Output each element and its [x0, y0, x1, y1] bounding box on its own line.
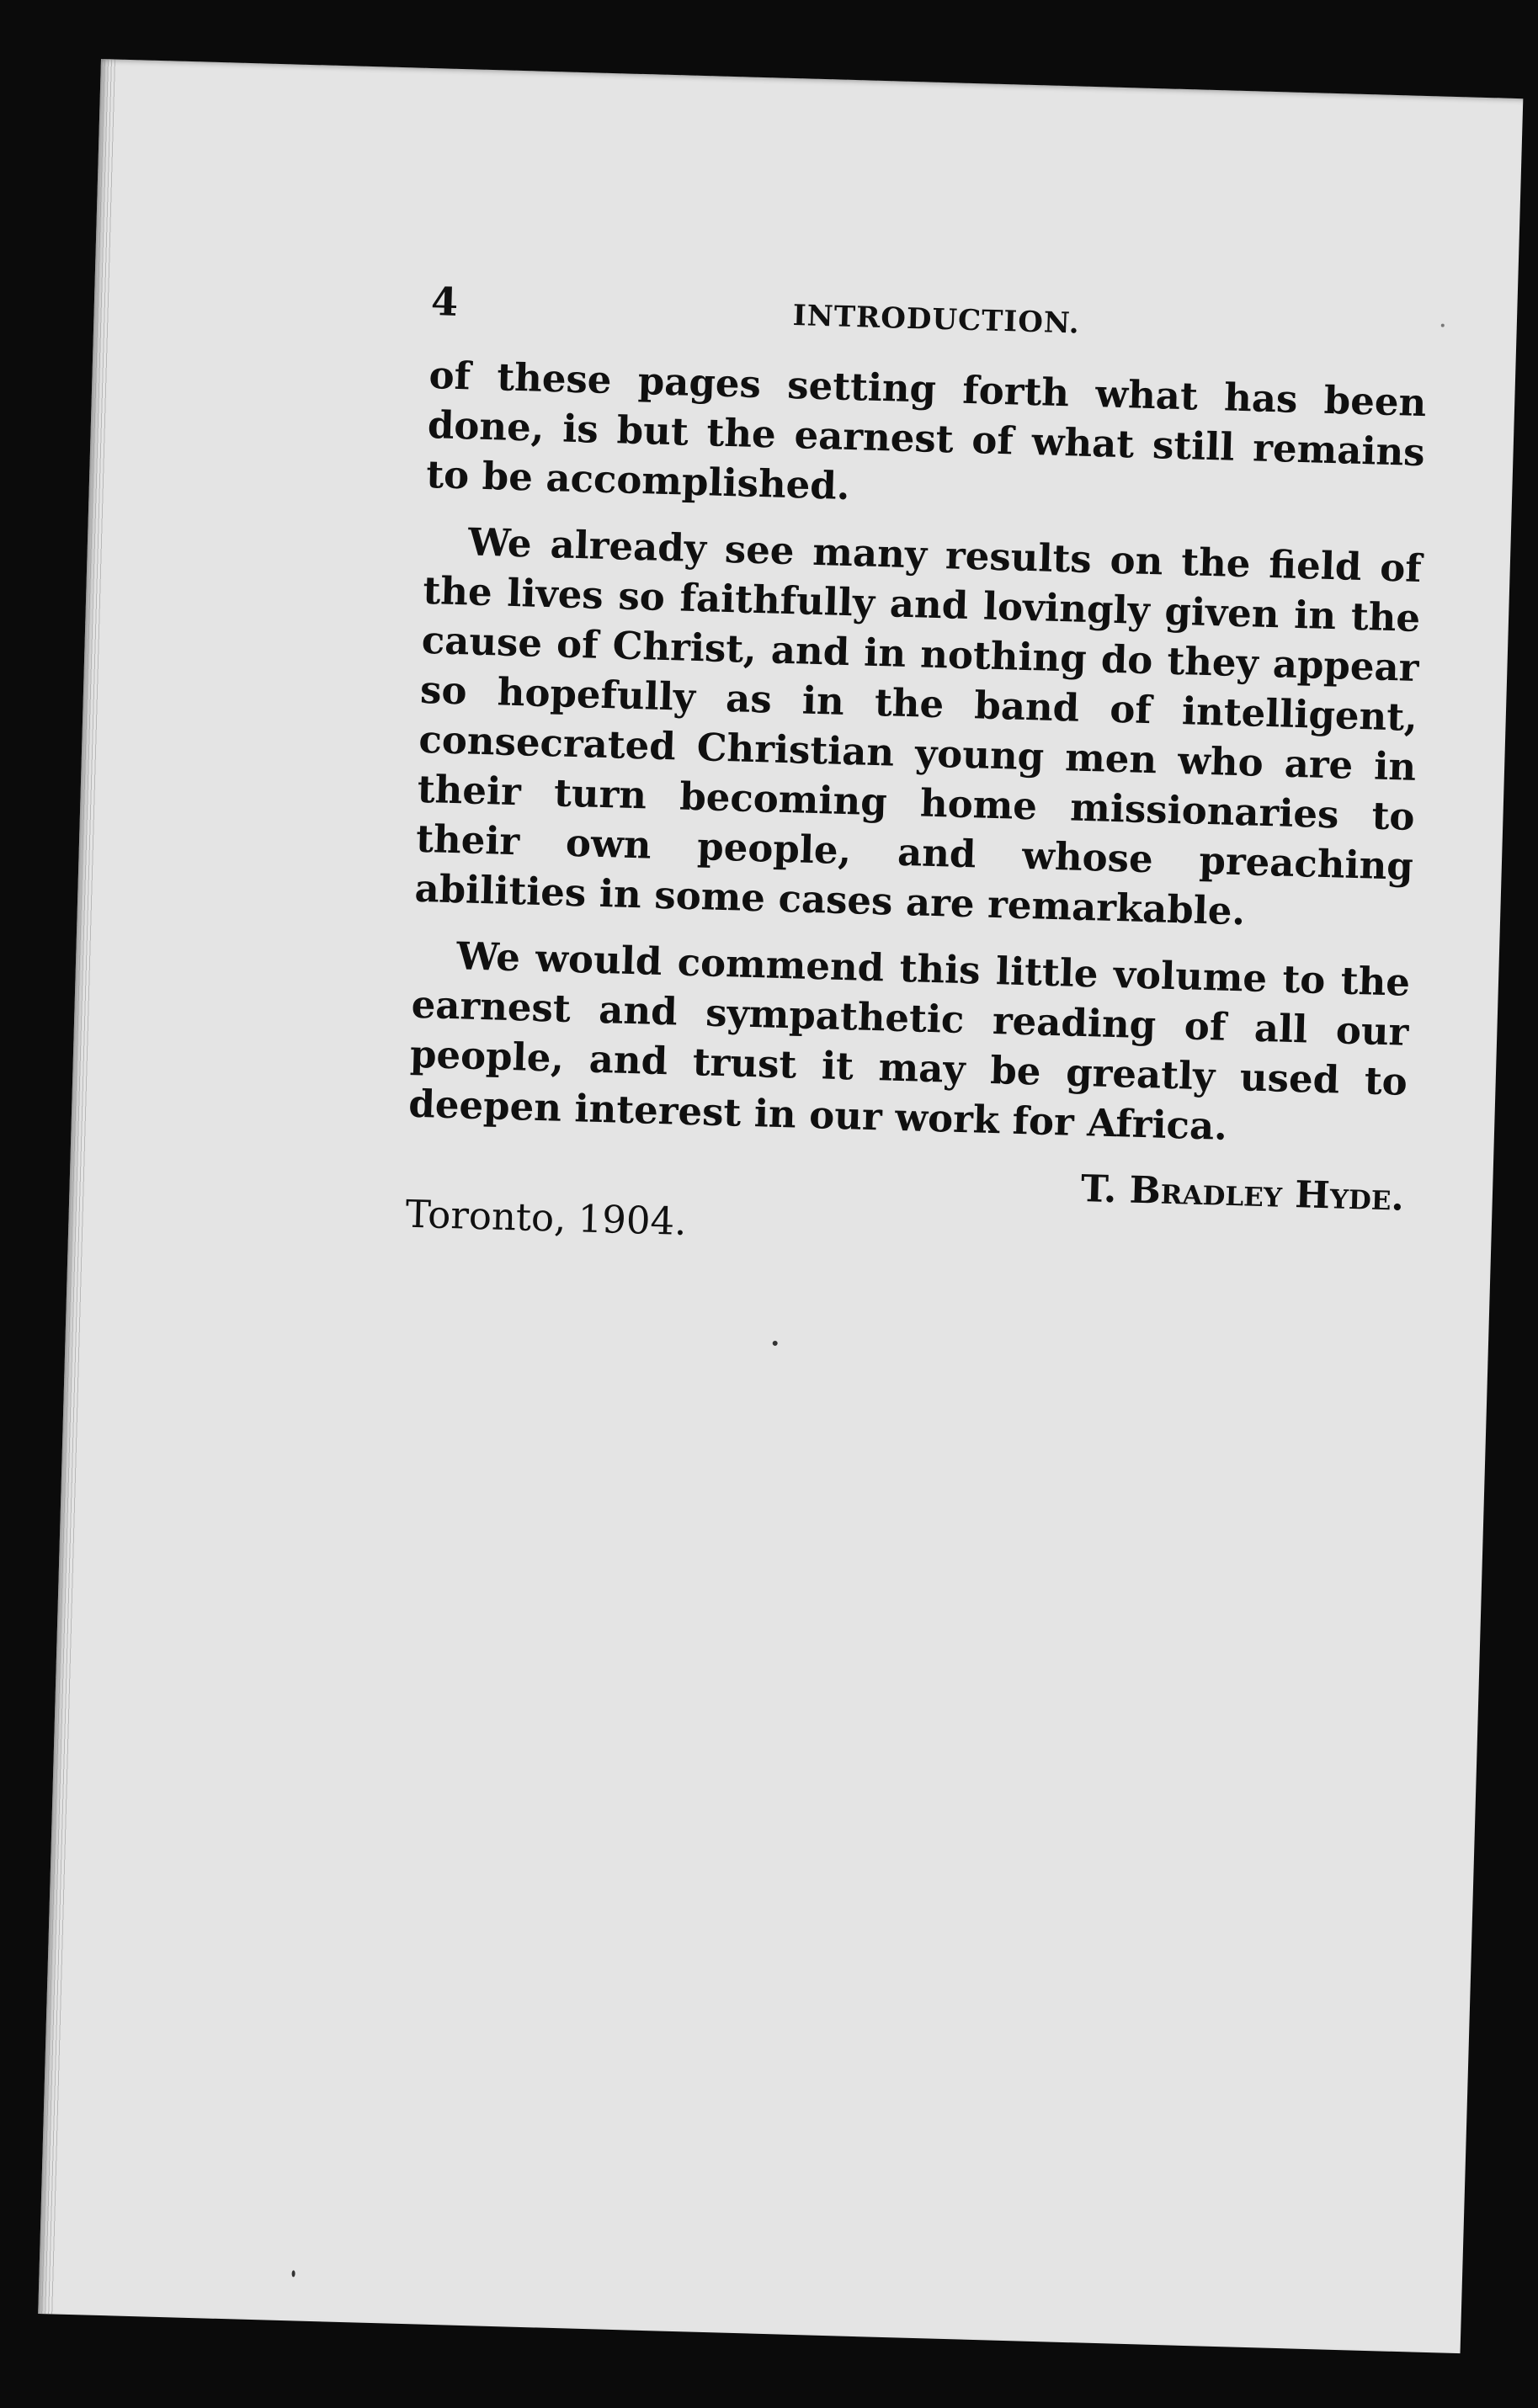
- print-speck: [292, 2270, 295, 2277]
- signoff: [404, 1146, 1404, 1283]
- scan-border: [1528, 1464, 1538, 2408]
- page-header: [430, 279, 1424, 357]
- book-page: [38, 59, 1523, 2353]
- place-and-date: Toronto, 1904.: [405, 1191, 688, 1244]
- paragraph-results: We already see many results on the field of the lives so faithfully and lovingly given in the cause of Christ, and in nothing do they appear so hopefully as in the band of intelligent, consecrated Christian young men who are in their turn becoming home missionaries to their own people, and whose preaching abilities in some cases are remarkable.: [413, 519, 1423, 934]
- print-speck: [773, 1341, 778, 1346]
- page-body: [404, 350, 1427, 1283]
- author-signature: T. Bradley Hyde.: [1080, 1167, 1405, 1220]
- paragraph-continued: of these pages setting forth what has been done, is but the earnest of what still remains to be accomplished.: [425, 353, 1427, 509]
- paragraph-commendation: We would commend this little volume to the earnest and sympathetic reading of all our people, and trust it may be greatly used to deepen interest in our work for Africa.: [407, 933, 1411, 1149]
- print-speck: [1441, 324, 1445, 327]
- page-number: 4: [430, 279, 459, 325]
- running-head: INTRODUCTION.: [792, 299, 1081, 341]
